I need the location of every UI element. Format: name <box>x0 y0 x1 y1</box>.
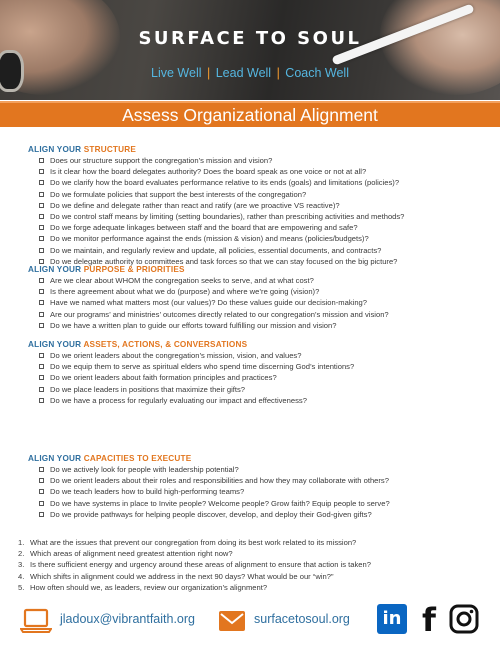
checklist <box>39 275 488 331</box>
checkbox[interactable] <box>39 289 44 294</box>
question-item <box>18 582 488 593</box>
checklist-item-text: Do we equip them to serve as spiritual elders who spend time discerning God’s intentions? <box>50 362 355 372</box>
title-banner <box>0 101 500 127</box>
checkbox[interactable] <box>39 312 44 317</box>
checkbox[interactable] <box>39 489 44 494</box>
page-title: Assess Organizational Alignment <box>122 105 378 125</box>
checkbox[interactable] <box>39 192 44 197</box>
checkbox[interactable] <box>39 180 44 185</box>
checklist-item <box>39 286 488 297</box>
tagline-lead-well: Lead Well <box>215 66 272 80</box>
section-purpose-priorities <box>28 264 488 331</box>
checklist-item <box>39 350 488 361</box>
tagline <box>0 66 500 80</box>
checkbox[interactable] <box>39 387 44 392</box>
website-link[interactable]: surfacetosoul.org <box>254 612 350 626</box>
checklist-item-text: Do we have a process for regularly evaluating our impact and effectiveness? <box>50 395 307 405</box>
checklist-item <box>39 309 488 320</box>
checklist-item-text: Do we formulate policies that support the best interests of the congregation? <box>50 189 307 199</box>
checklist-item <box>39 166 488 177</box>
checklist-item-text: Do we maintain, and regularly review and update, all policies, essential documents, and contracts? <box>50 245 382 255</box>
checklist-item <box>39 361 488 372</box>
section-heading <box>28 144 488 155</box>
checkbox[interactable] <box>39 375 44 380</box>
checkbox[interactable] <box>39 203 44 208</box>
question-number: 5. <box>18 582 25 592</box>
question-text: What are the issues that prevent our congregation from doing its best work related to its mission? <box>30 538 357 547</box>
tagline-separator: | <box>276 66 280 80</box>
question-item <box>18 537 488 548</box>
section-heading <box>28 453 488 464</box>
tagline-coach-well: Coach Well <box>285 66 349 80</box>
checklist-item-text: Do we orient leaders about their roles and responsibilities and how they may collaborate with others? <box>50 476 389 486</box>
checklist-item <box>39 486 488 497</box>
checklist-item-text: Do we provide pathways for helping people discover, develop, and deploy their God-given gifts? <box>50 509 372 519</box>
section-assets-actions <box>28 339 488 406</box>
checklist-item-text: Is there agreement about what we do (purpose) and where we’re going (vision)? <box>50 287 320 297</box>
facebook-icon[interactable]: f <box>422 601 436 639</box>
section-heading-prefix: ALIGN YOUR <box>28 454 84 463</box>
checklist-item-text: Do we orient leaders about faith formation principles and practices? <box>50 373 277 383</box>
checklist-item <box>39 222 488 233</box>
checklist-item <box>39 297 488 308</box>
checklist-item-text: Are our programs’ and ministries’ outcomes directly related to our congregation’s mission and vision? <box>50 309 389 319</box>
checkbox[interactable] <box>39 158 44 163</box>
tagline-separator: | <box>206 66 211 80</box>
section-heading-highlight: CAPACITIES TO EXECUTE <box>83 454 192 463</box>
section-heading-highlight: STRUCTURE <box>83 145 137 154</box>
linkedin-icon[interactable]: in <box>377 604 407 634</box>
checklist-item <box>39 384 488 395</box>
checklist-item <box>39 177 488 188</box>
laptop-icon <box>20 608 52 634</box>
section-capacities <box>28 453 488 520</box>
checklist <box>39 155 488 267</box>
checkbox[interactable] <box>39 364 44 369</box>
envelope-icon <box>219 611 245 631</box>
checklist-item-text: Does our structure support the congregation’s mission and vision? <box>50 156 273 165</box>
checklist <box>39 350 488 406</box>
checklist-item-text: Do we actively look for people with leadership potential? <box>50 465 239 474</box>
checklist-item-text: Do we have a written plan to guide our efforts toward fulfilling our mission and vision? <box>50 320 337 330</box>
section-heading-prefix: ALIGN YOUR <box>28 145 84 154</box>
checklist-item-text: Have we named what matters most (our values)? Do these values guide our decision-making? <box>50 298 367 308</box>
section-heading-highlight: PURPOSE & PRIORITIES <box>83 265 185 274</box>
question-number: 1. <box>18 538 25 547</box>
checklist-item <box>39 395 488 406</box>
checkbox[interactable] <box>39 501 44 506</box>
question-text: How often should we, as leaders, review our organization’s alignment? <box>30 582 268 592</box>
checkbox[interactable] <box>39 300 44 305</box>
checklist-item <box>39 245 488 256</box>
checklist-item-text: Do we control staff means by limiting (setting boundaries), rather than prescribing activities and methods? <box>50 211 405 221</box>
brand-title: SURFACE TO SOUL <box>138 28 362 49</box>
section-heading <box>28 264 488 275</box>
section-heading <box>28 339 488 350</box>
checkbox[interactable] <box>39 225 44 230</box>
checklist-item <box>39 275 488 286</box>
question-item <box>18 559 488 570</box>
checklist-item-text: Do we forge adequate linkages between staff and the board that are empowering and safe? <box>50 223 358 233</box>
checklist-item <box>39 155 488 166</box>
section-heading-prefix: ALIGN YOUR <box>28 265 84 274</box>
section-heading-prefix: ALIGN YOUR <box>28 340 84 349</box>
checkbox[interactable] <box>39 353 44 358</box>
checkbox[interactable] <box>39 248 44 253</box>
question-number: 3. <box>18 560 25 570</box>
tagline-live-well: Live Well <box>151 66 202 80</box>
checkbox[interactable] <box>39 169 44 174</box>
checklist-item <box>39 372 488 383</box>
checkbox[interactable] <box>39 512 44 517</box>
checklist-item-text: Do we teach leaders how to build high-performing teams? <box>50 487 245 497</box>
checklist-item <box>39 509 488 520</box>
checkbox[interactable] <box>39 323 44 328</box>
checklist-item <box>39 200 488 211</box>
question-item <box>18 571 488 582</box>
question-item <box>18 548 488 559</box>
checklist <box>39 464 488 520</box>
checkbox[interactable] <box>39 236 44 241</box>
checkbox[interactable] <box>39 214 44 219</box>
email-link[interactable]: jladoux@vibrantfaith.org <box>60 612 195 626</box>
checklist-item-text: Do we orient leaders about the congregation’s mission, vision, and values? <box>50 351 302 360</box>
checklist-item-text: Do we delegate authority to committees and task forces so that we can stay focused on the big picture? <box>50 256 398 266</box>
checklist-item-text: Do we have systems in place to Invite people? Welcome people? Grow faith? Equip people to serve? <box>50 498 390 508</box>
checklist-item-text: Do we place leaders in positions that maximize their gifts? <box>50 384 245 394</box>
checkbox[interactable] <box>39 478 44 483</box>
checklist-item <box>39 189 488 200</box>
question-text: Is there sufficient energy and urgency around these areas of alignment to ensure that action is taken? <box>30 560 371 570</box>
checklist-item <box>39 498 488 509</box>
checklist-item-text: Is it clear how the board delegates authority? Does the board speak as one voice or not at all? <box>50 167 367 177</box>
checklist-item <box>39 211 488 222</box>
instagram-icon[interactable] <box>449 604 479 634</box>
checklist-item <box>39 475 488 486</box>
reflection-questions <box>18 537 488 593</box>
checklist-item-text: Do we monitor performance against the ends (mission & vision) and means (policies/budgets)? <box>50 234 369 244</box>
checkbox[interactable] <box>39 398 44 403</box>
checklist-item <box>39 464 488 475</box>
question-text: Which areas of alignment need greatest attention right now? <box>30 549 233 559</box>
checkbox[interactable] <box>39 259 44 264</box>
checkbox[interactable] <box>39 467 44 472</box>
section-structure <box>28 144 488 267</box>
header-photo <box>0 0 500 100</box>
checklist-item <box>39 233 488 244</box>
question-text: Which shifts in alignment could we address in the next 90 days? What would be our “win?” <box>30 571 334 581</box>
question-number: 2. <box>18 549 25 559</box>
checklist-item-text: Do we define and delegate rather than react and ratify (are we proactive VS reactive)? <box>50 200 340 210</box>
checkbox[interactable] <box>39 278 44 283</box>
section-heading-highlight: ASSETS, ACTIONS, & CONVERSATIONS <box>83 340 248 349</box>
question-number: 4. <box>18 571 25 581</box>
checklist-item-text: Are we clear about WHOM the congregation seeks to serve, and at what cost? <box>50 276 314 285</box>
checklist-item <box>39 320 488 331</box>
checklist-item-text: Do we clarify how the board evaluates performance relative to its ends (goals) and limitations (policies)? <box>50 178 400 188</box>
